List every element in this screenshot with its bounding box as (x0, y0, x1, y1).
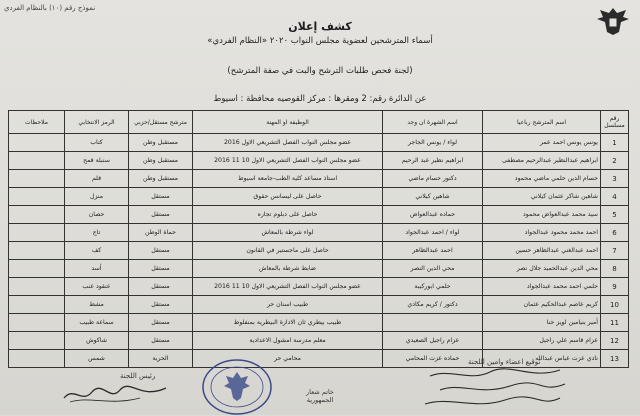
cell-type: مستقل (129, 314, 193, 332)
cell-nick: دكتور / كريم مكادي (383, 296, 483, 314)
cell-notes (9, 188, 65, 206)
cell-no: 10 (601, 296, 629, 314)
cell-type: مستقل (129, 242, 193, 260)
cell-nick: لواء / احمد عبدالجواد (383, 224, 483, 242)
column-header: ملاحظات (9, 111, 65, 134)
cell-symbol: شاكوش (65, 332, 129, 350)
cell-name: احمد محمد محمود عبدالجواد (483, 224, 601, 242)
candidates-table (8, 110, 629, 368)
republic-seal-stamp (200, 358, 274, 416)
table-row (9, 314, 629, 332)
cell-nick: شاهين كيلاني (383, 188, 483, 206)
cell-name: سيد محمد عبدالعواض محمود (483, 206, 601, 224)
cell-symbol: سنبلة قمح (65, 152, 129, 170)
cell-symbol: كتاب (65, 134, 129, 152)
cell-nick: محي الدين النصر (383, 260, 483, 278)
cell-name: كريم عاصم عبدالحكيم عثمان (483, 296, 601, 314)
cell-no: 8 (601, 260, 629, 278)
cell-type: مستقل (129, 296, 193, 314)
cell-nick: ابراهيم نظير عبد الرحيم (383, 152, 483, 170)
column-header: رقم مسلسل (601, 111, 629, 134)
cell-no: 1 (601, 134, 629, 152)
cell-no: 11 (601, 314, 629, 332)
cell-symbol: أسد (65, 260, 129, 278)
cell-name: احمد عبدالغني عبدالظاهر حسين (483, 242, 601, 260)
table-row (9, 332, 629, 350)
cell-type: حماة الوطن (129, 224, 193, 242)
chairman-label: رئيس اللجنة (120, 372, 156, 380)
cell-job: محامي حر (193, 350, 383, 368)
cell-type: الحرية (129, 350, 193, 368)
column-header: اسم الشهرة ان وجد (383, 111, 483, 134)
cell-no: 13 (601, 350, 629, 368)
cell-job: حاصل على دبلوم تجاره (193, 206, 383, 224)
table-row (9, 260, 629, 278)
cell-notes (9, 206, 65, 224)
cell-job: طبيب اسنان حر (193, 296, 383, 314)
cell-nick: احمد عبدالظاهر (383, 242, 483, 260)
table-row (9, 278, 629, 296)
cell-symbol: حصان (65, 206, 129, 224)
cell-name: عزام قاسم علي راجيل (483, 332, 601, 350)
page-subtitle: أسماء المترشحين لعضوية مجلس النواب ٢٠٢٠ «النظام الفردي» (207, 36, 433, 46)
stamp-caption: خاتم شعار الجمهورية (306, 388, 334, 404)
cell-job: حاصل على ماجستير في القانون (193, 242, 383, 260)
cell-name: حسام الدين حلمي ماضي محمود (483, 170, 601, 188)
cell-notes (9, 350, 65, 368)
table-row (9, 224, 629, 242)
committee-line: (لجنة فحص طلبات الترشح والبت في صفة المترشح) (227, 66, 413, 76)
table-row (9, 134, 629, 152)
cell-notes (9, 242, 65, 260)
cell-no: 9 (601, 278, 629, 296)
members-signatures (420, 366, 570, 412)
cell-no: 7 (601, 242, 629, 260)
cell-job: لواء شرطة بالمعاش (193, 224, 383, 242)
cell-no: 12 (601, 332, 629, 350)
cell-notes (9, 224, 65, 242)
cell-name: محي الدين عبدالحميد جلال نصر (483, 260, 601, 278)
cell-notes (9, 260, 65, 278)
table-header-row (9, 111, 629, 134)
table-row (9, 242, 629, 260)
cell-type: مستقبل وطن (129, 170, 193, 188)
cell-symbol: مشط (65, 296, 129, 314)
cell-type: مستقل (129, 260, 193, 278)
table-row (9, 152, 629, 170)
page-title: كشف إعلان (288, 20, 352, 33)
cell-symbol: شمس (65, 350, 129, 368)
column-header: الرمز الانتخابي (65, 111, 129, 134)
cell-job: طبيب بيطري ثان الادارة البيطرية بمنفلوط (193, 314, 383, 332)
cell-type: مستقل (129, 278, 193, 296)
chairman-signature (60, 380, 170, 408)
cell-symbol: كف (65, 242, 129, 260)
column-header: مترشح مستقل/حزبي (129, 111, 193, 134)
cell-nick: حماده عزت المحامي (383, 350, 483, 368)
form-number: نموذج رقم (١٠) بالنظام الفردي (4, 4, 96, 12)
cell-job: ضابط شرطة بالمعاش (193, 260, 383, 278)
cell-notes (9, 170, 65, 188)
cell-symbol: منزل (65, 188, 129, 206)
cell-job: استاذ مساعد كلية الطب-جامعة اسيوط (193, 170, 383, 188)
cell-nick: لواء / يونس الجاجر (383, 134, 483, 152)
cell-job: معلم مدرسة امشول الاعدادية (193, 332, 383, 350)
cell-notes (9, 332, 65, 350)
column-header: اسم المترشح رباعيا (483, 111, 601, 134)
cell-job: عضو مجلس النواب الفصل التشريعي الاول 10 11 2016 (193, 152, 383, 170)
column-header: الوظيفة او المهنة (193, 111, 383, 134)
cell-type: مستقبل وطن (129, 134, 193, 152)
cell-job: حاصل على ليسانس حقوق (193, 188, 383, 206)
cell-symbol: عنقود عنب (65, 278, 129, 296)
cell-name: حلمي احمد محمد عبدالجواد (483, 278, 601, 296)
cell-notes (9, 152, 65, 170)
cell-no: 2 (601, 152, 629, 170)
cell-nick: حماده عبدالعواض (383, 206, 483, 224)
cell-job: عضو مجلس النواب الفصل التشريعي الاول 2016 (193, 134, 383, 152)
cell-name: ابراهيم عبدالنظير عبدالرحيم مصطفى (483, 152, 601, 170)
table-row (9, 206, 629, 224)
cell-nick (383, 314, 483, 332)
cell-no: 3 (601, 170, 629, 188)
cell-notes (9, 278, 65, 296)
cell-notes (9, 134, 65, 152)
cell-no: 5 (601, 206, 629, 224)
cell-name: شاهين شاكر عثمان كيلاني (483, 188, 601, 206)
cell-name: أمير بنيامين لويز حنا (483, 314, 601, 332)
table-row (9, 296, 629, 314)
cell-notes (9, 296, 65, 314)
cell-nick: دكتور حسام ماضي (383, 170, 483, 188)
cell-notes (9, 314, 65, 332)
table-row (9, 170, 629, 188)
cell-name: نادي عزت عباس عبدالله (483, 350, 601, 368)
cell-job: عضو مجلس النواب الفصل التشريعي الاول 10 11 2016 (193, 278, 383, 296)
cell-no: 6 (601, 224, 629, 242)
cell-symbol: سماعة طبيب (65, 314, 129, 332)
cell-nick: حلمي ابوركيبة (383, 278, 483, 296)
cell-nick: عزام راجيل الصعيدي (383, 332, 483, 350)
cell-type: مستقل (129, 188, 193, 206)
cell-type: مستقبل وطن (129, 152, 193, 170)
members-label: توقيع اعضاء وامين اللجنة (468, 358, 541, 366)
cell-name: يونس يونس احمد عمر (483, 134, 601, 152)
district-line: عن الدائرة رقم: 2 ومقرها : مركز القوصيه محافظة : اسيوط (213, 94, 427, 104)
cell-no: 4 (601, 188, 629, 206)
cell-type: مستقل (129, 206, 193, 224)
cell-symbol: قلم (65, 170, 129, 188)
cell-type: مستقل (129, 332, 193, 350)
cell-symbol: تاج (65, 224, 129, 242)
table-row (9, 188, 629, 206)
